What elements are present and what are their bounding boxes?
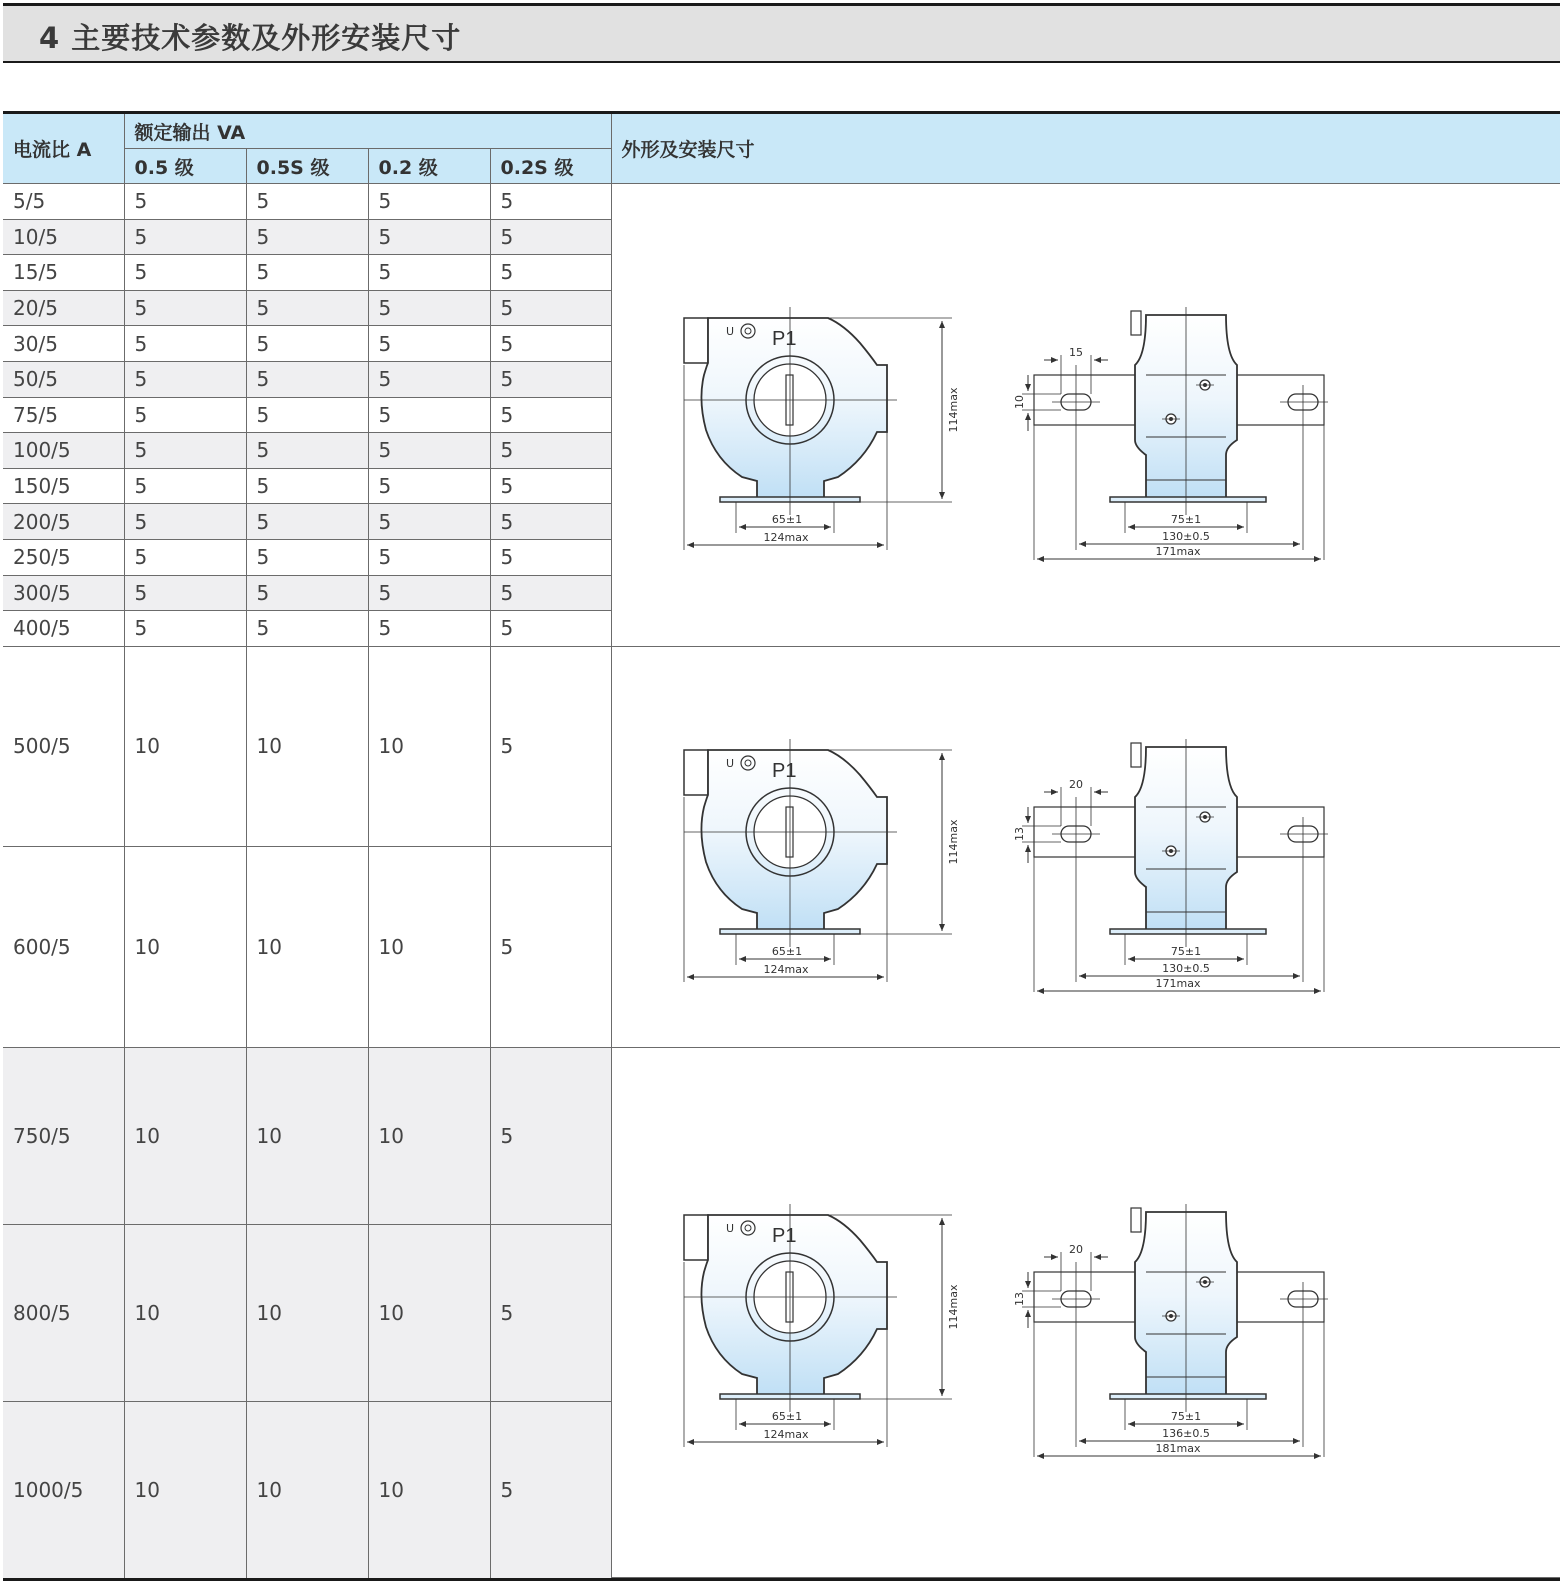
front-height-dim: 114max xyxy=(946,1284,960,1330)
output-cell: 5 xyxy=(490,1047,611,1224)
dimension-cell xyxy=(611,184,1560,647)
output-cell: 5 xyxy=(124,575,246,611)
ratio-cell: 300/5 xyxy=(3,575,124,611)
front-height-dim: 114max xyxy=(946,819,960,865)
output-cell: 5 xyxy=(490,611,611,647)
output-cell: 5 xyxy=(246,255,368,291)
output-cell: 5 xyxy=(368,326,490,362)
output-cell: 5 xyxy=(490,255,611,291)
front-outer-dim: 124max xyxy=(763,1428,808,1442)
output-cell: 10 xyxy=(246,847,368,1048)
parameters-table xyxy=(3,111,1560,1581)
output-cell: 5 xyxy=(246,184,368,220)
side-pitch-dim: 130±0.5 xyxy=(1161,529,1210,543)
output-cell: 5 xyxy=(490,468,611,504)
side-inner-dim: 75±1 xyxy=(1170,1410,1201,1424)
output-cell: 5 xyxy=(368,468,490,504)
output-cell: 5 xyxy=(490,361,611,397)
output-cell: 5 xyxy=(490,326,611,362)
terminal-mark: U xyxy=(725,1222,734,1236)
output-cell: 5 xyxy=(124,433,246,469)
side-outer-dim: 181max xyxy=(1155,1442,1200,1456)
table-row xyxy=(3,184,1560,220)
output-cell: 5 xyxy=(246,290,368,326)
output-cell: 5 xyxy=(368,397,490,433)
ratio-cell: 100/5 xyxy=(3,433,124,469)
output-cell: 5 xyxy=(368,504,490,540)
ratio-cell: 250/5 xyxy=(3,539,124,575)
output-cell: 5 xyxy=(124,184,246,220)
ratio-cell: 20/5 xyxy=(3,290,124,326)
output-cell: 5 xyxy=(368,433,490,469)
header-class-0-2s: 0.2S 级 xyxy=(490,149,611,184)
output-cell: 10 xyxy=(124,1047,246,1224)
table-row xyxy=(3,646,1560,847)
output-cell: 5 xyxy=(490,539,611,575)
terminal-label-p1: P1 xyxy=(771,327,796,350)
output-cell: 5 xyxy=(246,326,368,362)
header-rated-output: 额定输出 VA xyxy=(124,114,611,149)
output-cell: 10 xyxy=(246,646,368,847)
output-cell: 5 xyxy=(246,504,368,540)
output-cell: 5 xyxy=(124,290,246,326)
output-cell: 5 xyxy=(246,433,368,469)
output-cell: 5 xyxy=(246,575,368,611)
front-inner-dim: 65±1 xyxy=(771,1410,802,1424)
output-cell: 5 xyxy=(490,1401,611,1578)
output-cell: 5 xyxy=(490,1224,611,1401)
side-pitch-dim: 136±0.5 xyxy=(1161,1427,1210,1441)
output-cell: 5 xyxy=(490,433,611,469)
section-title-bar xyxy=(3,3,1560,63)
header-ratio: 电流比 A xyxy=(3,114,124,184)
output-cell: 5 xyxy=(124,361,246,397)
output-cell: 5 xyxy=(368,611,490,647)
output-cell: 5 xyxy=(124,504,246,540)
terminal-mark: U xyxy=(725,324,734,338)
header-class-0-5: 0.5 级 xyxy=(124,149,246,184)
output-cell: 5 xyxy=(124,611,246,647)
output-cell: 5 xyxy=(124,397,246,433)
output-cell: 5 xyxy=(124,255,246,291)
output-cell: 5 xyxy=(246,611,368,647)
output-cell: 5 xyxy=(490,397,611,433)
output-cell: 5 xyxy=(490,575,611,611)
output-cell: 10 xyxy=(246,1224,368,1401)
output-cell: 5 xyxy=(246,468,368,504)
output-cell: 5 xyxy=(124,539,246,575)
side-outer-dim: 171max xyxy=(1155,976,1200,990)
output-cell: 5 xyxy=(246,397,368,433)
ratio-cell: 500/5 xyxy=(3,646,124,847)
output-cell: 10 xyxy=(124,1401,246,1578)
front-inner-dim: 65±1 xyxy=(771,944,802,958)
ratio-cell: 800/5 xyxy=(3,1224,124,1401)
ratio-cell: 1000/5 xyxy=(3,1401,124,1578)
slot-width-dim: 15 xyxy=(1068,345,1083,359)
ratio-cell: 75/5 xyxy=(3,397,124,433)
ratio-cell: 10/5 xyxy=(3,219,124,255)
header-class-0-5s: 0.5S 级 xyxy=(246,149,368,184)
output-cell: 5 xyxy=(490,219,611,255)
ratio-cell: 50/5 xyxy=(3,361,124,397)
front-outer-dim: 124max xyxy=(763,962,808,976)
side-inner-dim: 75±1 xyxy=(1170,944,1201,958)
output-cell: 5 xyxy=(124,468,246,504)
ratio-cell: 30/5 xyxy=(3,326,124,362)
output-cell: 10 xyxy=(246,1401,368,1578)
ratio-cell: 600/5 xyxy=(3,847,124,1048)
output-cell: 5 xyxy=(490,290,611,326)
output-cell: 5 xyxy=(124,326,246,362)
output-cell: 5 xyxy=(368,290,490,326)
dimension-drawing-3 xyxy=(612,1112,1557,1512)
slot-width-dim: 20 xyxy=(1068,777,1083,791)
front-height-dim: 114max xyxy=(946,387,960,433)
dimension-cell xyxy=(611,1047,1560,1578)
ratio-cell: 750/5 xyxy=(3,1047,124,1224)
ratio-cell: 150/5 xyxy=(3,468,124,504)
dimension-cell xyxy=(611,646,1560,1047)
dimension-drawing-1 xyxy=(612,215,1557,615)
ratio-cell: 400/5 xyxy=(3,611,124,647)
output-cell: 10 xyxy=(124,1224,246,1401)
side-outer-dim: 171max xyxy=(1155,544,1200,558)
slot-height-dim: 13 xyxy=(1012,1292,1026,1307)
output-cell: 10 xyxy=(246,1047,368,1224)
terminal-label-p1: P1 xyxy=(771,759,796,782)
output-cell: 10 xyxy=(124,646,246,847)
output-cell: 10 xyxy=(368,1401,490,1578)
ratio-cell: 15/5 xyxy=(3,255,124,291)
ratio-cell: 5/5 xyxy=(3,184,124,220)
output-cell: 5 xyxy=(124,219,246,255)
output-cell: 5 xyxy=(490,184,611,220)
terminal-mark: U xyxy=(725,756,734,770)
output-cell: 5 xyxy=(490,504,611,540)
table-row xyxy=(3,1047,1560,1224)
output-cell: 10 xyxy=(368,847,490,1048)
output-cell: 10 xyxy=(368,1224,490,1401)
output-cell: 5 xyxy=(246,539,368,575)
output-cell: 10 xyxy=(368,646,490,847)
side-pitch-dim: 130±0.5 xyxy=(1161,961,1210,975)
header-dimensions: 外形及安装尺寸 xyxy=(611,114,1560,184)
output-cell: 5 xyxy=(246,219,368,255)
output-cell: 5 xyxy=(368,361,490,397)
slot-width-dim: 20 xyxy=(1068,1243,1083,1257)
output-cell: 5 xyxy=(368,539,490,575)
slot-height-dim: 13 xyxy=(1012,826,1026,841)
side-inner-dim: 75±1 xyxy=(1170,512,1201,526)
front-outer-dim: 124max xyxy=(763,530,808,544)
output-cell: 5 xyxy=(368,255,490,291)
dimension-drawing-2 xyxy=(612,647,1557,1047)
terminal-label-p1: P1 xyxy=(771,1225,796,1248)
front-inner-dim: 65±1 xyxy=(771,512,802,526)
output-cell: 10 xyxy=(124,847,246,1048)
section-title: 4 主要技术参数及外形安装尺寸 xyxy=(39,21,462,55)
output-cell: 5 xyxy=(490,646,611,847)
output-cell: 10 xyxy=(368,1047,490,1224)
slot-height-dim: 10 xyxy=(1012,394,1026,409)
output-cell: 5 xyxy=(246,361,368,397)
output-cell: 5 xyxy=(368,575,490,611)
header-class-0-2: 0.2 级 xyxy=(368,149,490,184)
output-cell: 5 xyxy=(368,184,490,220)
output-cell: 5 xyxy=(368,219,490,255)
ratio-cell: 200/5 xyxy=(3,504,124,540)
output-cell: 5 xyxy=(490,847,611,1048)
